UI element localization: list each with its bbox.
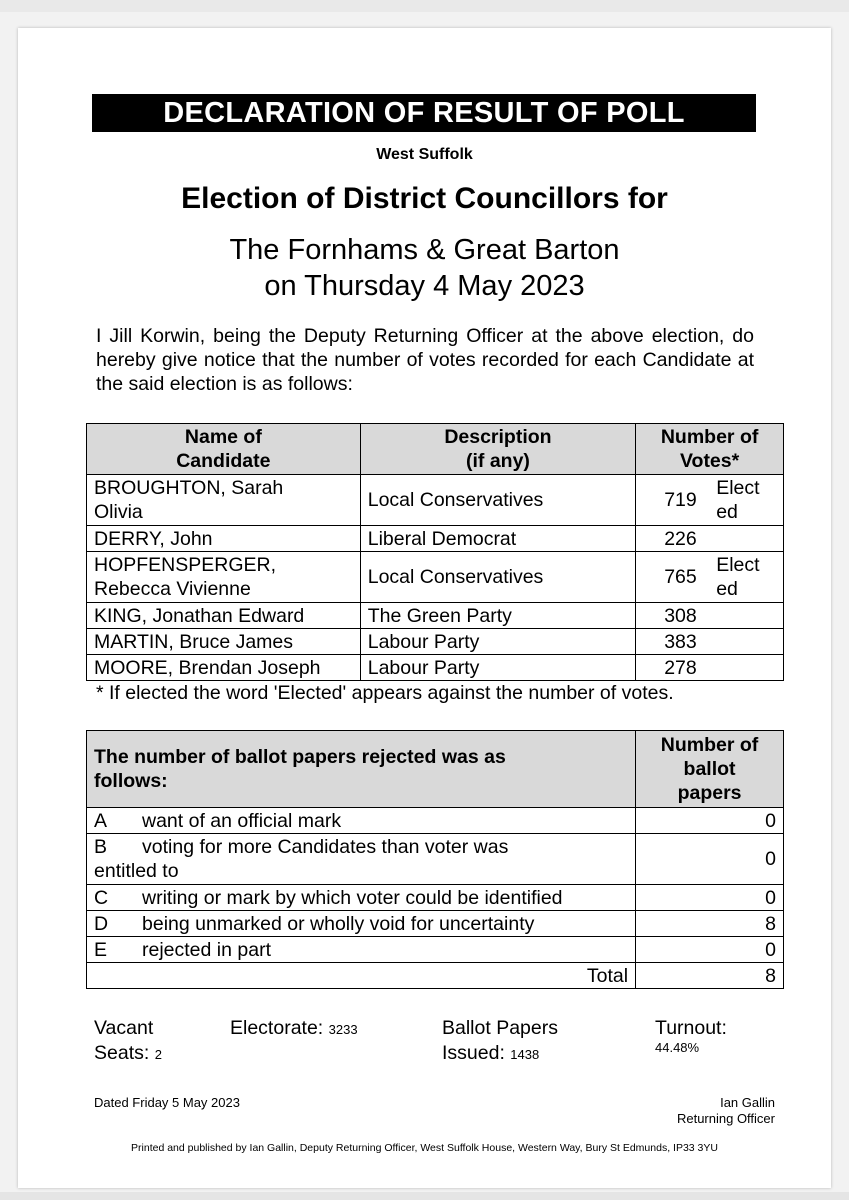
- ward-heading: [18, 232, 831, 304]
- rejected-header: [87, 731, 636, 808]
- candidate-name: MARTIN, Bruce James: [87, 629, 361, 655]
- total-count: 8: [636, 963, 784, 989]
- bottom-strip: [0, 1192, 849, 1200]
- header-votes-line2: Votes*: [679, 450, 740, 472]
- rejected-header-line2: follows:: [94, 770, 168, 792]
- candidate-votes: [636, 526, 784, 552]
- results-footnote: * If elected the word 'Elected' appears against the number of votes.: [96, 682, 674, 704]
- ward-name: The Fornhams & Great Barton: [229, 234, 620, 266]
- printed-by-line: Printed and published by Ian Gallin, Deputy Returning Officer, West Suffolk House, Western Way, Bury St Edmunds, IP33 3YU: [131, 1142, 718, 1154]
- elected-marker: Elect ed: [716, 477, 760, 523]
- ballot-value: 1438: [510, 1047, 540, 1062]
- vacant-label: Vacant: [94, 1017, 154, 1039]
- candidate-name: MOORE, Brendan Joseph: [87, 655, 361, 681]
- rejection-count: 0: [636, 885, 784, 911]
- header-description-line2: (if any): [466, 450, 530, 472]
- rejection-count: 0: [636, 834, 784, 885]
- officer-name: Ian Gallin: [720, 1095, 775, 1110]
- document-page: [18, 28, 831, 1188]
- election-date: on Thursday 4 May 2023: [264, 270, 585, 302]
- header-votes: [636, 424, 784, 475]
- header-candidate-line2: Candidate: [176, 450, 271, 472]
- officer-title: Returning Officer: [676, 1111, 775, 1126]
- ballot-label: Ballot Papers: [442, 1017, 558, 1039]
- vote-count: 308: [664, 604, 697, 627]
- elected-marker: Elect ed: [716, 554, 760, 600]
- rejected-ballots-table: [86, 730, 784, 989]
- table-row: [87, 655, 784, 681]
- table-row: [87, 911, 784, 937]
- candidate-votes: [636, 655, 784, 681]
- vacant-value: 2: [154, 1047, 162, 1062]
- results-header-row: [87, 424, 784, 475]
- turnout: [655, 1016, 727, 1055]
- header-description: [360, 424, 635, 475]
- count-header-line2: ballot: [683, 758, 736, 780]
- table-row: [87, 885, 784, 911]
- candidate-votes: [636, 603, 784, 629]
- candidate-description: Local Conservatives: [360, 552, 635, 603]
- rejection-count: 0: [636, 808, 784, 834]
- rejected-header-line1: The number of ballot papers rejected was as: [94, 746, 506, 768]
- election-title: Election of District Councillors for: [181, 182, 668, 215]
- candidate-description: The Green Party: [360, 603, 635, 629]
- returning-officer: [658, 1095, 775, 1127]
- dated-line: Dated Friday 5 May 2023: [94, 1095, 240, 1110]
- table-row: [87, 808, 784, 834]
- count-header-line3: papers: [677, 782, 742, 804]
- candidate-description: Liberal Democrat: [360, 526, 635, 552]
- table-row: [87, 526, 784, 552]
- candidate-name: HOPFENSPERGER, Rebecca Vivienne: [87, 552, 361, 603]
- turnout-label: Turnout:: [655, 1017, 727, 1039]
- rejection-reason: D being unmarked or wholly void for uncertainty: [87, 911, 636, 937]
- vote-count: 226: [664, 527, 697, 550]
- notice-paragraph: I Jill Korwin, being the Deputy Returning Officer at the above election, do hereby give notice that the number of votes recorded for each Candidate at the said election is as follows:: [96, 325, 754, 395]
- vote-count: 719: [664, 489, 697, 511]
- candidate-name: BROUGHTON, Sarah Olivia: [87, 475, 361, 526]
- ballot-papers-issued: [442, 1016, 558, 1067]
- candidate-votes: [636, 629, 784, 655]
- total-label: Total: [87, 963, 636, 989]
- rejection-reason: A want of an official mark: [87, 808, 636, 834]
- turnout-value: 44.48%: [655, 1040, 700, 1055]
- vote-count: 383: [664, 630, 697, 653]
- header-candidate: [87, 424, 361, 475]
- candidate-name: KING, Jonathan Edward: [87, 603, 361, 629]
- vote-count: 278: [664, 656, 697, 679]
- candidate-votes: [636, 475, 784, 526]
- results-table: [86, 423, 784, 681]
- table-row: [87, 629, 784, 655]
- table-row: [87, 603, 784, 629]
- header-votes-line1: Number of: [660, 426, 759, 448]
- header-candidate-line1: Name of: [184, 426, 262, 448]
- candidate-description: Local Conservatives: [360, 475, 635, 526]
- rejection-reason: C writing or mark by which voter could be identified: [87, 885, 636, 911]
- count-header-line1: Number of: [660, 734, 759, 756]
- candidate-votes: [636, 552, 784, 603]
- table-row: [87, 834, 784, 885]
- candidate-description: Labour Party: [360, 629, 635, 655]
- electorate: [230, 1016, 358, 1042]
- rejection-reason: B voting for more Candidates than voter was entitled to: [87, 834, 636, 885]
- vote-count: 765: [664, 566, 697, 588]
- header-description-line1: Description: [444, 426, 552, 448]
- electorate-label: Electorate:: [230, 1017, 324, 1039]
- candidate-name: DERRY, John: [87, 526, 361, 552]
- rejection-count: 0: [636, 937, 784, 963]
- total-row: [87, 963, 784, 989]
- table-row: [87, 937, 784, 963]
- rejected-count-header: [636, 731, 784, 808]
- top-strip: [0, 0, 849, 12]
- rejection-reason: E rejected in part: [87, 937, 636, 963]
- candidate-description: Labour Party: [360, 655, 635, 681]
- electorate-value: 3233: [328, 1022, 358, 1037]
- seats-label: Seats:: [94, 1042, 150, 1064]
- rejected-header-row: [87, 731, 784, 808]
- table-row: [87, 552, 784, 603]
- vacant-seats: [94, 1016, 162, 1067]
- rejection-count: 8: [636, 911, 784, 937]
- issued-label: Issued:: [442, 1042, 505, 1064]
- banner-title: DECLARATION OF RESULT OF POLL: [92, 94, 756, 132]
- table-row: [87, 475, 784, 526]
- council-name: West Suffolk: [376, 146, 473, 163]
